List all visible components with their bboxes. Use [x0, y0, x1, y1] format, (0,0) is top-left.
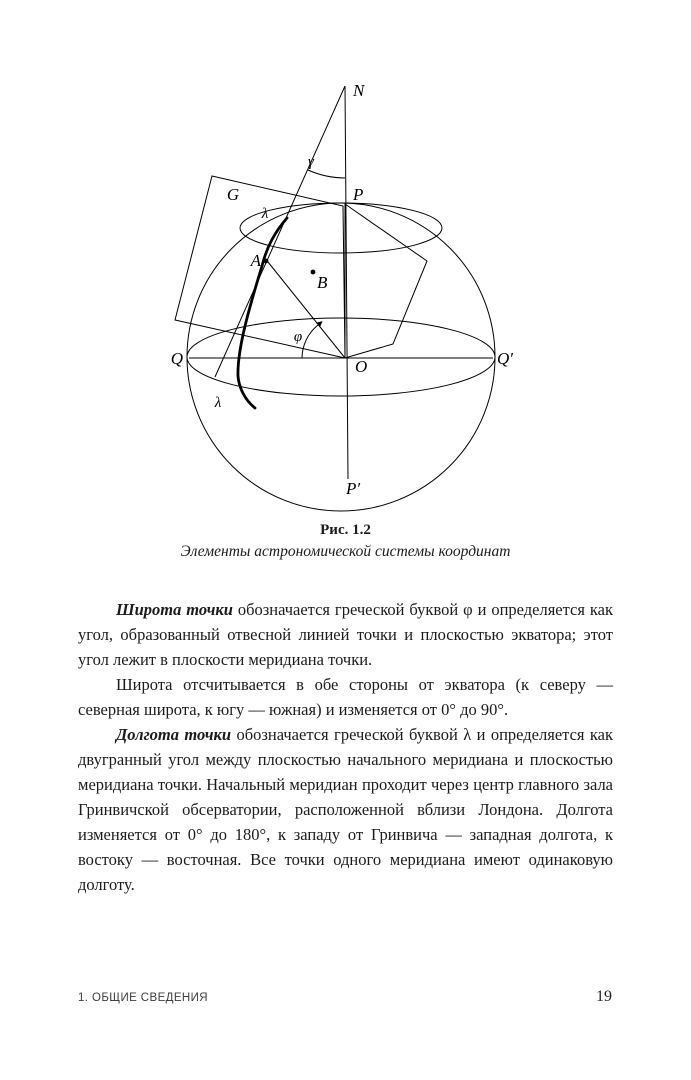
page-number: 19	[596, 988, 612, 1005]
paragraph-longitude-text: обозначается греческой буквой λ и определяется как двугранный угол между плоскостью начального меридиана и плоскостью меридиана точки. Начальный меридиан проходит через центр главного зала Гринвичской обсерватории, расположенной вблизи Лондона. Долгота изменяется от 0° до 180°, к западу от Гринвича — западная долгота, к востоку — восточная. Все точки одного меридиана имеют одинаковую долготу.	[78, 725, 613, 894]
footer-section-title: 1. ОБЩИЕ СВЕДЕНИЯ	[78, 992, 208, 1004]
astronomical-coordinates-diagram	[65, 70, 545, 518]
paragraph-latitude	[78, 597, 613, 672]
label-b: B	[317, 273, 328, 292]
body-text	[78, 597, 613, 897]
figure-caption-block	[0, 521, 691, 562]
label-o: O	[355, 357, 368, 376]
gamma-angle-arc	[308, 170, 345, 178]
paragraph-latitude-text: обозначается греческой буквой φ и определяется как угол, образованный отвесной линией точки и плоскостью экватора; этот угол лежит в плоскости меридиана точки.	[78, 600, 613, 669]
label-lambda-bottom: λ	[214, 395, 222, 411]
paragraph-latitude-range-text: Широта отсчитывается в обе стороны от экватора (к северу — северная широта, к югу — южная) и изменяется от 0° до 90°.	[78, 675, 613, 719]
paragraph-latitude-range	[78, 672, 613, 722]
label-gamma: γ	[308, 154, 314, 170]
term-longitude: Долгота точки	[116, 725, 232, 744]
point-b-dot	[311, 270, 316, 275]
point-meridian-plane	[345, 204, 427, 358]
label-lambda-top: λ	[261, 206, 269, 222]
figure-caption: Элементы астрономической системы координат	[180, 543, 511, 560]
label-p: P	[353, 185, 364, 204]
label-p-prime: P′	[346, 479, 361, 498]
label-a: A	[250, 251, 261, 270]
label-n: N	[353, 81, 365, 100]
label-g: G	[226, 185, 240, 204]
label-q-prime: Q′	[497, 349, 513, 368]
meridian-arc-of-point	[238, 218, 287, 408]
term-latitude: Широта точки	[116, 600, 233, 619]
label-phi: φ	[293, 329, 303, 345]
label-q: Q	[170, 349, 183, 368]
paragraph-longitude	[78, 722, 613, 897]
point-a-dot	[264, 259, 269, 264]
phi-angle-arc	[302, 325, 318, 358]
page-footer	[78, 988, 612, 1006]
figure-number: Рис. 1.2	[320, 522, 371, 538]
